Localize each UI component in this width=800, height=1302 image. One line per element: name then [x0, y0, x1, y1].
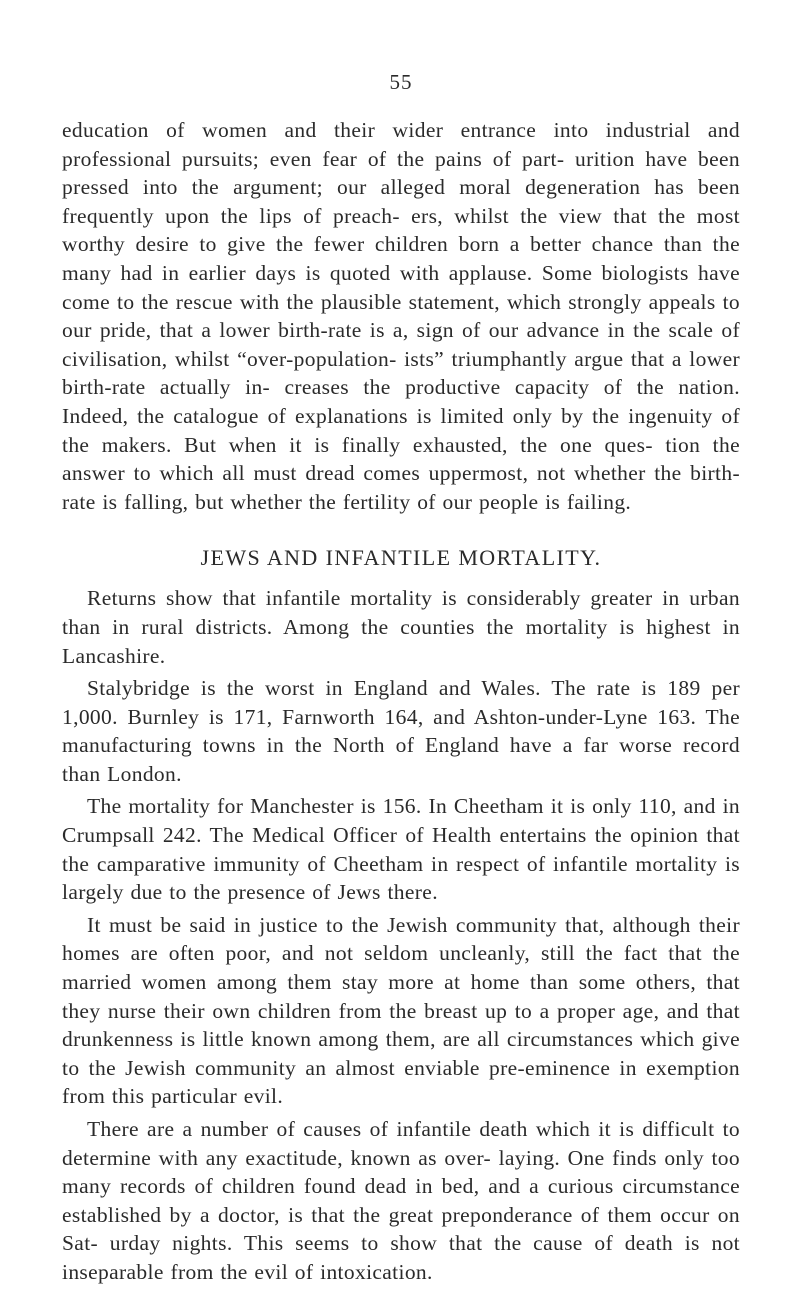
paragraph: Stalybridge is the worst in England and Wales. The rate is 189 per 1,000. Burnley is 171, Farnworth 164, and Ashton-under-Lyne 163. The manufacturing towns in the North of England have a far worse record than London.	[62, 676, 740, 786]
paragraph: Returns show that infantile mortality is considerably greater in urban than in rural districts. Among the counties the mortality is highest in Lancashire.	[62, 586, 740, 668]
paragraph-continued: education of women and their wider entrance into industrial and professional pursuits; even fear of the pains of part- urition have been pressed into the argument; our alleged moral degeneration has been frequently upon the lips of preach- ers, whilst the view that the most worthy desire to give the fewer children born a better chance than the many had in earlier days is quoted with applause. Some biologists have come to the rescue with the plausible statement, which strongly appeals to our pride, that a lower birth-rate is a, sign of our advance in the scale of civilisation, whilst “over-population- ists” triumphantly argue that a lower birth-rate actually in- creases the productive capacity of the nation. Indeed, the catalogue of explanations is limited only by the ingenuity of the makers. But when it is finally exhausted, the one ques- tion the answer to which all must dread comes uppermost, not whether the birth-rate is falling, but whether the fertility of our people is failing.	[62, 118, 740, 514]
paragraph: It must be said in justice to the Jewish community that, although their homes are often poor, and not seldom uncleanly, still the fact that the married women among them stay more at home than some others, that they nurse their own children from the breast up to a proper age, and that drunkenness is little known among them, are all circumstances which give to the Jewish community an almost enviable pre-eminence in exemption from this particular evil.	[62, 912, 740, 1109]
paragraph: There are a number of causes of infantile death which it is difficult to determine with any exactitude, known as over- laying. One finds only too many records of children found dead in bed, and a curious circumstance established by a doctor, is that the great preponderance of them occur on Sat- urday nights. This seems to show that the cause of death is not inseparable from the evil of intoxication.	[62, 1117, 740, 1284]
paragraph: The mortality for Manchester is 156. In Cheetham it is only 110, and in Crumpsall 242. The Medical Officer of Health entertains the opinion that the camparative immunity of Cheetham in respect of infantile mortality is largely due to the presence of Jews there.	[62, 794, 740, 905]
section-heading: JEWS AND INFANTILE MORTALITY.	[200, 545, 602, 571]
body-text	[62, 116, 740, 1287]
page-number: 55	[389, 70, 413, 94]
